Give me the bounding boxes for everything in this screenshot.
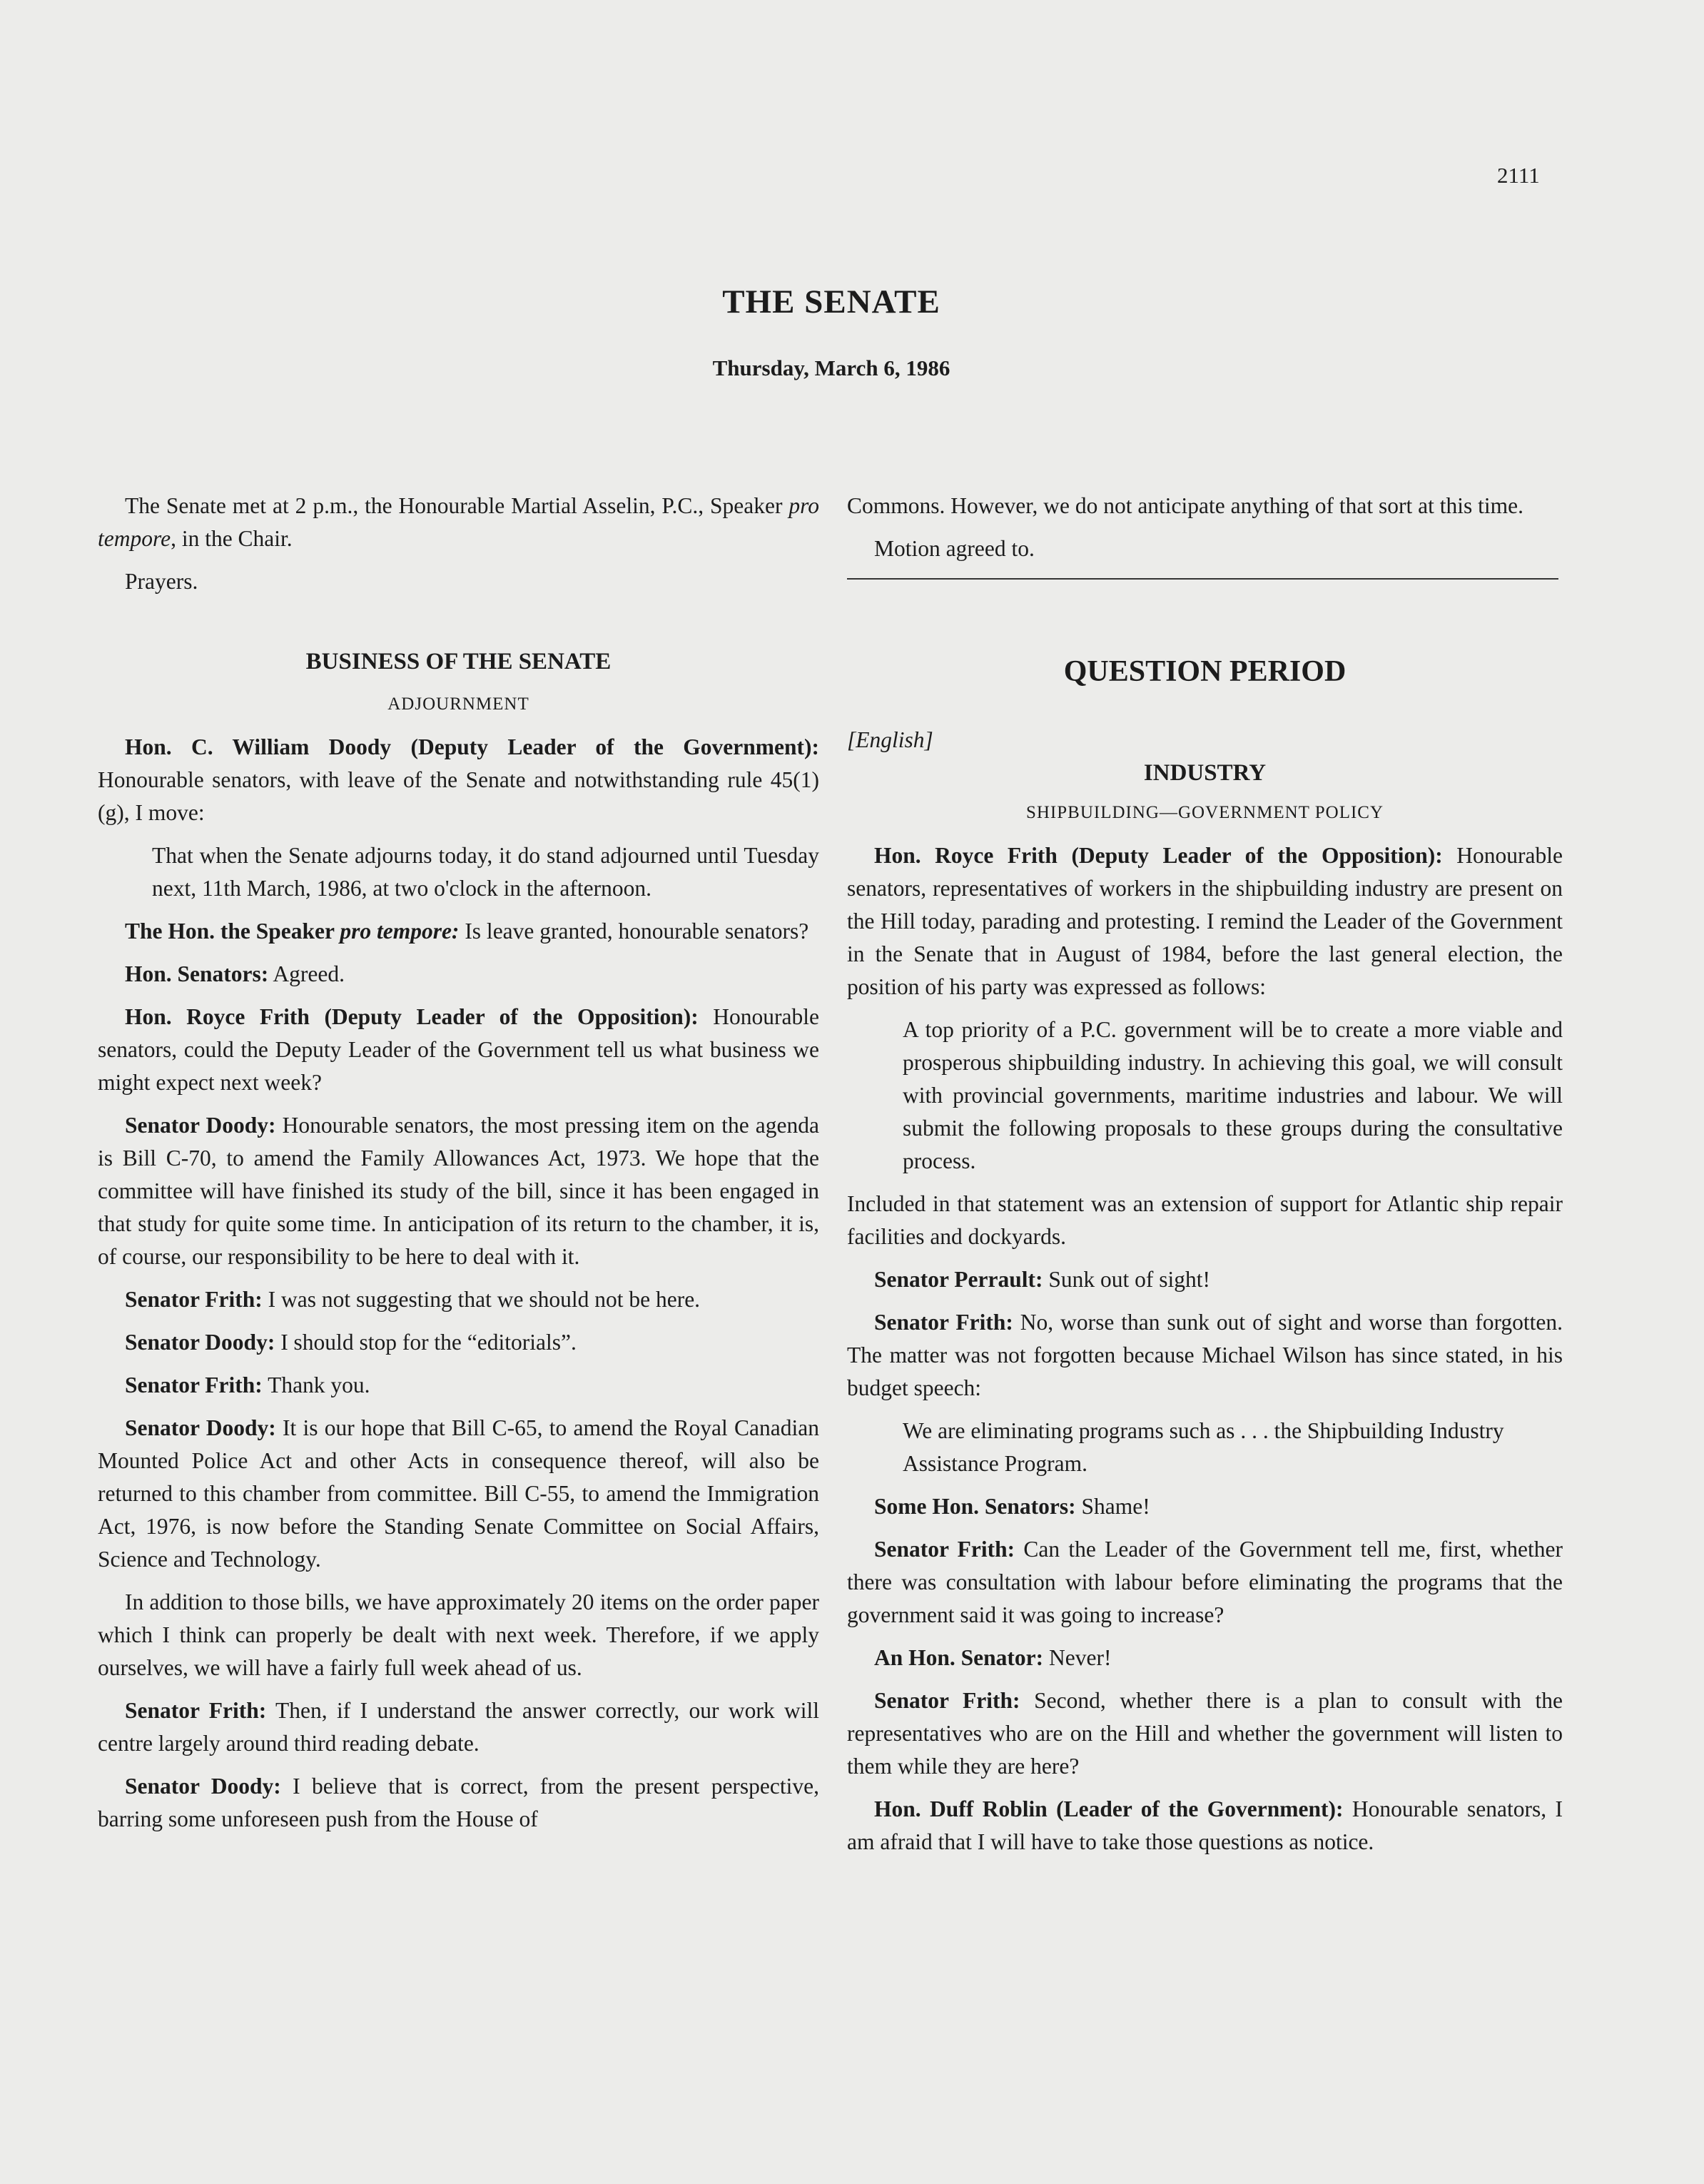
- speech-paragraph: Hon. C. William Doody (Deputy Leader of the Government): Honourable senators, with leave of the Senate and notwithstanding rule 45(1)(g), I move:: [98, 734, 819, 825]
- page-number: 2111: [1497, 163, 1540, 188]
- speech-paragraph: Senator Frith: Can the Leader of the Government tell me, first, whether there was consultation with labour before eliminating the programs that the government said it was going to increase?: [847, 1537, 1563, 1627]
- speaker-name: Hon. Duff Roblin (Leader of the Government):: [874, 1796, 1344, 1821]
- budget-quote: We are eliminating programs such as . . . the Shipbuilding Industry Assistance Program.: [903, 1418, 1504, 1476]
- speaker-name: Hon. C. William Doody (Deputy Leader of the Government):: [125, 734, 819, 759]
- speaker-name: Senator Frith:: [125, 1287, 263, 1312]
- speaker-name: Hon. Royce Frith (Deputy Leader of the Opposition):: [125, 1004, 699, 1029]
- speaker-name: Senator Doody:: [125, 1774, 281, 1799]
- speech-paragraph: Some Hon. Senators: Shame!: [874, 1494, 1150, 1519]
- speech-paragraph: Hon. Duff Roblin (Leader of the Government): Honourable senators, I am afraid that I will have to take those questions as notice.: [847, 1796, 1563, 1854]
- speech-paragraph: Senator Doody: It is our hope that Bill C-65, to amend the Royal Canadian Mounted Police Act and other Acts in consequence thereof, will also be returned to this chamber from committee. Bill C-55, to amend the Immigration Act, 1976, is now before the Standing Senate Committee on Social Affairs, Science and Technology.: [98, 1415, 819, 1572]
- speaker-name: Senator Doody:: [125, 1415, 276, 1440]
- section-heading: QUESTION PERIOD: [1063, 655, 1347, 688]
- left-column: [98, 490, 819, 1846]
- speech-paragraph: Senator Frith: No, worse than sunk out of sight and worse than forgotten. The matter was not forgotten because Michael Wilson has since stated, in his budget speech:: [847, 1310, 1563, 1400]
- section-divider: [847, 578, 1558, 580]
- speaker-name: Senator Perrault:: [874, 1267, 1043, 1292]
- speaker-name: Senator Doody:: [125, 1113, 276, 1138]
- speech-paragraph: Senator Frith: Thank you.: [125, 1372, 370, 1397]
- speaker-name: Senator Frith:: [125, 1698, 267, 1723]
- opening-paragraph: The Senate met at 2 p.m., the Honourable Martial Asselin, P.C., Speaker pro tempore, in the Chair.: [98, 493, 819, 551]
- continued-paragraph: Commons. However, we do not anticipate anything of that sort at this time.: [847, 493, 1523, 518]
- policy-quote: A top priority of a P.C. government will be to create a more viable and prosperous shipbuilding industry. In achieving this goal, we will consult with provincial governments, maritime industries and labour. We will submit the following proposals to these groups during the consultative process.: [903, 1017, 1563, 1173]
- section-heading: BUSINESS OF THE SENATE: [305, 649, 612, 674]
- speaker-name: Hon. Senators:: [125, 961, 269, 986]
- speech-paragraph: Senator Perrault: Sunk out of sight!: [874, 1267, 1210, 1292]
- speaker-name: Senator Frith:: [874, 1310, 1013, 1335]
- speech-paragraph: Senator Frith: Second, whether there is a plan to consult with the representatives who are on the Hill and whether the government will listen to them while they are here?: [847, 1688, 1563, 1779]
- sitting-date: Thursday, March 6, 1986: [712, 355, 950, 380]
- speaker-name: Senator Frith:: [874, 1537, 1015, 1562]
- motion-quote: That when the Senate adjourns today, it do stand adjourned until Tuesday next, 11th March, 1986, at two o'clock in the afternoon.: [152, 843, 819, 901]
- speech-paragraph: Senator Frith: I was not suggesting that we should not be here.: [125, 1287, 701, 1312]
- speech-paragraph: Senator Frith: Then, if I understand the answer correctly, our work will centre largely around third reading debate.: [98, 1698, 819, 1756]
- speaker-name: Some Hon. Senators:: [874, 1494, 1076, 1519]
- speaker-name: Senator Frith:: [874, 1688, 1020, 1713]
- language-note: [English]: [847, 727, 933, 752]
- speaker-name: Senator Frith:: [125, 1372, 263, 1397]
- speech-paragraph: Senator Doody: I should stop for the “editorials”.: [125, 1330, 577, 1355]
- speech-paragraph: An Hon. Senator: Never!: [874, 1645, 1112, 1670]
- speech-paragraph: Hon. Senators: Agreed.: [125, 961, 345, 986]
- subtopic-heading: SHIPBUILDING—GOVERNMENT POLICY: [1025, 803, 1384, 822]
- speaker-name: Senator Doody:: [125, 1330, 275, 1355]
- speech-paragraph: Included in that statement was an extension of support for Atlantic ship repair facilities and dockyards.: [847, 1191, 1563, 1249]
- prayers: Prayers.: [125, 569, 198, 594]
- speaker-name: Hon. Royce Frith (Deputy Leader of the Opposition):: [874, 843, 1443, 868]
- right-column: [847, 490, 1563, 1869]
- speech-paragraph: Senator Doody: I believe that is correct, from the present perspective, barring some unforeseen push from the House of: [98, 1774, 819, 1831]
- speaker-name: An Hon. Senator:: [874, 1645, 1044, 1670]
- topic-heading: INDUSTRY: [1143, 760, 1267, 786]
- speaker-name: The Hon. the Speaker pro tempore:: [125, 919, 460, 944]
- subsection-heading: ADJOURNMENT: [387, 694, 529, 714]
- motion-result: Motion agreed to.: [874, 536, 1035, 561]
- speech-paragraph: Senator Doody: Honourable senators, the most pressing item on the agenda is Bill C-70, to amend the Family Allowances Act, 1973. We hope that the committee will have finished its study of the bill, since it has been engaged in that study for quite some time. In anticipation of its return to the chamber, it is, of course, our responsibility to be here to deal with it.: [98, 1113, 819, 1269]
- speech-paragraph: The Hon. the Speaker pro tempore: Is leave granted, honourable senators?: [125, 919, 809, 944]
- speech-paragraph: In addition to those bills, we have approximately 20 items on the order paper which I think can properly be dealt with next week. Therefore, if we apply ourselves, we will have a fairly full week ahead of us.: [98, 1589, 819, 1680]
- page-title: THE SENATE: [722, 283, 940, 320]
- speech-paragraph: Hon. Royce Frith (Deputy Leader of the Opposition): Honourable senators, could the Deputy Leader of the Government tell us what business we might expect next week?: [98, 1004, 820, 1095]
- speech-paragraph: Hon. Royce Frith (Deputy Leader of the Opposition): Honourable senators, representatives of workers in the shipbuilding industry are present on the Hill today, parading and protesting. I remind the Leader of the Government in the Senate that in August of 1984, before the last general election, the position of his party was expressed as follows:: [847, 843, 1563, 999]
